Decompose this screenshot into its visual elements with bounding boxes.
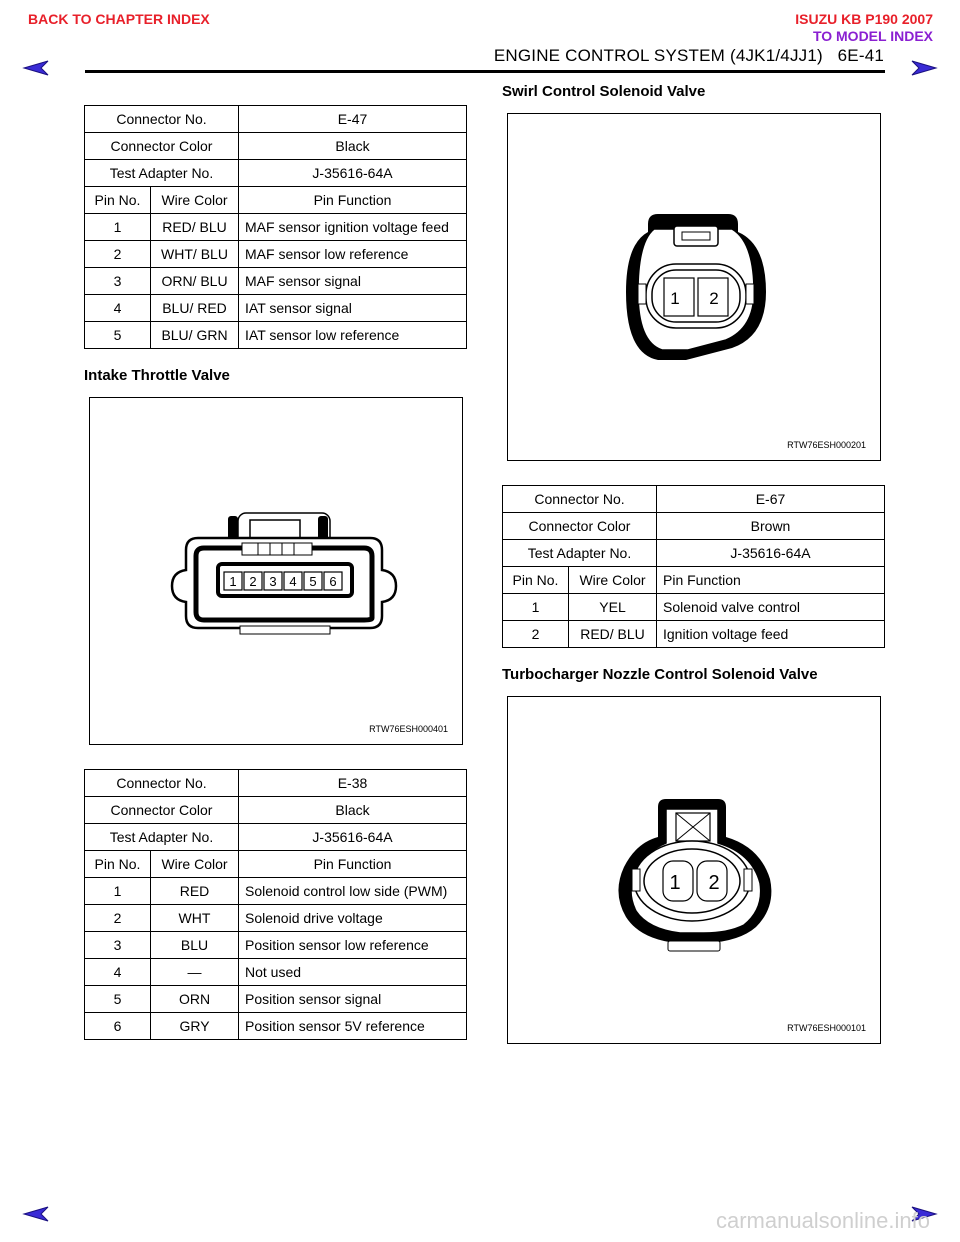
pin-function-cell: Position sensor signal	[239, 986, 467, 1013]
connector-no-value: E-67	[657, 486, 885, 513]
pin-label: 1	[669, 872, 681, 894]
table-header-row	[503, 567, 885, 594]
wire-color-cell: RED	[151, 878, 239, 905]
wire-color-cell: RED/ BLU	[151, 214, 239, 241]
table-row	[85, 986, 467, 1013]
pin-function-header: Pin Function	[239, 851, 467, 878]
wire-color-cell: BLU	[151, 932, 239, 959]
pin-label: 6	[329, 574, 337, 589]
table-row	[85, 770, 467, 797]
connector-color-label: Connector Color	[503, 513, 657, 540]
pin-label: 3	[269, 574, 277, 589]
test-adapter-label: Test Adapter No.	[85, 160, 239, 187]
pin-function-cell: Position sensor low reference	[239, 932, 467, 959]
pin-no-cell: 4	[85, 959, 151, 986]
six-pin-connector-drawing	[90, 398, 462, 744]
pin-no-cell: 1	[85, 214, 151, 241]
test-adapter-label: Test Adapter No.	[503, 540, 657, 567]
two-pin-connector-drawing	[508, 114, 880, 460]
figure-code: RTW76ESH000201	[787, 440, 866, 450]
wire-color-cell: WHT/ BLU	[151, 241, 239, 268]
connector-no-label: Connector No.	[503, 486, 657, 513]
pin-function-cell: Solenoid drive voltage	[239, 905, 467, 932]
table-row	[85, 959, 467, 986]
swirl-connector-table	[502, 485, 885, 648]
wire-color-cell: —	[151, 959, 239, 986]
table-row	[85, 133, 467, 160]
pin-function-header: Pin Function	[657, 567, 885, 594]
pin-function-cell: MAF sensor ignition voltage feed	[239, 214, 467, 241]
pin-function-cell: MAF sensor low reference	[239, 241, 467, 268]
pin-label: 2	[708, 872, 720, 894]
pin-label: 1	[229, 574, 237, 589]
table-row	[85, 905, 467, 932]
wire-color-cell: BLU/ RED	[151, 295, 239, 322]
pin-no-header: Pin No.	[85, 851, 151, 878]
next-page-arrow-icon[interactable]	[910, 60, 938, 76]
connector-color-value: Brown	[657, 513, 885, 540]
table-row	[85, 160, 467, 187]
wire-color-cell: RED/ BLU	[569, 621, 657, 648]
table-row	[503, 621, 885, 648]
wire-color-header: Wire Color	[151, 851, 239, 878]
pin-function-cell: IAT sensor low reference	[239, 322, 467, 349]
test-adapter-value: J-35616-64A	[657, 540, 885, 567]
wire-color-header: Wire Color	[151, 187, 239, 214]
wire-color-cell: WHT	[151, 905, 239, 932]
connector-no-value: E-47	[239, 106, 467, 133]
pin-no-cell: 2	[85, 241, 151, 268]
table-row	[85, 932, 467, 959]
pin-function-cell: IAT sensor signal	[239, 295, 467, 322]
test-adapter-value: J-35616-64A	[239, 824, 467, 851]
wire-color-cell: ORN/ BLU	[151, 268, 239, 295]
pin-no-cell: 5	[85, 322, 151, 349]
pin-no-cell: 5	[85, 986, 151, 1013]
two-pin-connector-drawing	[508, 697, 880, 1043]
watermark: carmanualsonline.info	[715, 1208, 930, 1233]
connector-no-label: Connector No.	[85, 770, 239, 797]
figure-code: RTW76ESH000401	[369, 724, 448, 734]
pin-function-cell: MAF sensor signal	[239, 268, 467, 295]
connector-no-value: E-38	[239, 770, 467, 797]
pin-function-cell: Solenoid control low side (PWM)	[239, 878, 467, 905]
pin-function-cell: Ignition voltage feed	[657, 621, 885, 648]
table-header-row	[85, 187, 467, 214]
figure-code: RTW76ESH000101	[787, 1023, 866, 1033]
back-to-chapter-index-link[interactable]: BACK TO CHAPTER INDEX	[28, 11, 210, 27]
prev-page-arrow-icon[interactable]	[22, 1206, 50, 1222]
pin-no-cell: 6	[85, 1013, 151, 1040]
test-adapter-label: Test Adapter No.	[85, 824, 239, 851]
pin-label: 5	[309, 574, 317, 589]
pin-no-cell: 2	[85, 905, 151, 932]
pin-no-cell: 1	[85, 878, 151, 905]
wire-color-cell: BLU/ GRN	[151, 322, 239, 349]
prev-page-arrow-icon[interactable]	[22, 60, 50, 76]
maf-connector-table	[84, 105, 467, 349]
table-row	[503, 513, 885, 540]
turbo-connector-figure	[507, 696, 881, 1044]
swirl-control-title: Swirl Control Solenoid Valve	[502, 83, 706, 100]
table-row	[503, 486, 885, 513]
pin-function-cell: Position sensor 5V reference	[239, 1013, 467, 1040]
table-row	[85, 797, 467, 824]
pin-function-header: Pin Function	[239, 187, 467, 214]
pin-label: 1	[670, 289, 680, 308]
wire-color-cell: YEL	[569, 594, 657, 621]
table-row	[85, 214, 467, 241]
table-row	[85, 241, 467, 268]
connector-color-value: Black	[239, 133, 467, 160]
pin-label: 4	[289, 574, 297, 589]
connector-color-value: Black	[239, 797, 467, 824]
pin-label: 2	[249, 574, 257, 589]
swirl-connector-figure	[507, 113, 881, 461]
connector-color-label: Connector Color	[85, 797, 239, 824]
pin-no-header: Pin No.	[85, 187, 151, 214]
intake-throttle-valve-title: Intake Throttle Valve	[84, 367, 230, 384]
to-model-index-link[interactable]: TO MODEL INDEX	[812, 28, 933, 44]
header-rule	[85, 70, 885, 73]
table-row	[85, 295, 467, 322]
connector-color-label: Connector Color	[85, 133, 239, 160]
table-row	[503, 540, 885, 567]
wire-color-cell: ORN	[151, 986, 239, 1013]
pin-no-cell: 4	[85, 295, 151, 322]
table-row	[85, 824, 467, 851]
test-adapter-value: J-35616-64A	[239, 160, 467, 187]
table-row	[85, 268, 467, 295]
pin-no-cell: 2	[503, 621, 569, 648]
pin-function-cell: Not used	[239, 959, 467, 986]
table-row	[85, 322, 467, 349]
pin-label: 2	[709, 289, 719, 308]
turbo-nozzle-control-title: Turbocharger Nozzle Control Solenoid Valve	[502, 666, 818, 683]
pin-no-cell: 3	[85, 932, 151, 959]
pin-no-cell: 1	[503, 594, 569, 621]
model-title: ISUZU KB P190 2007	[795, 11, 933, 27]
table-row	[85, 878, 467, 905]
wire-color-cell: GRY	[151, 1013, 239, 1040]
pin-no-header: Pin No.	[503, 567, 569, 594]
table-row	[503, 594, 885, 621]
pin-no-cell: 3	[85, 268, 151, 295]
table-header-row	[85, 851, 467, 878]
intake-connector-table	[84, 769, 467, 1040]
table-row	[85, 1013, 467, 1040]
page-title: ENGINE CONTROL SYSTEM (4JK1/4JJ1) 6E-41	[493, 46, 884, 65]
connector-no-label: Connector No.	[85, 106, 239, 133]
pin-function-cell: Solenoid valve control	[657, 594, 885, 621]
table-row	[85, 106, 467, 133]
intake-connector-figure	[89, 397, 463, 745]
wire-color-header: Wire Color	[569, 567, 657, 594]
